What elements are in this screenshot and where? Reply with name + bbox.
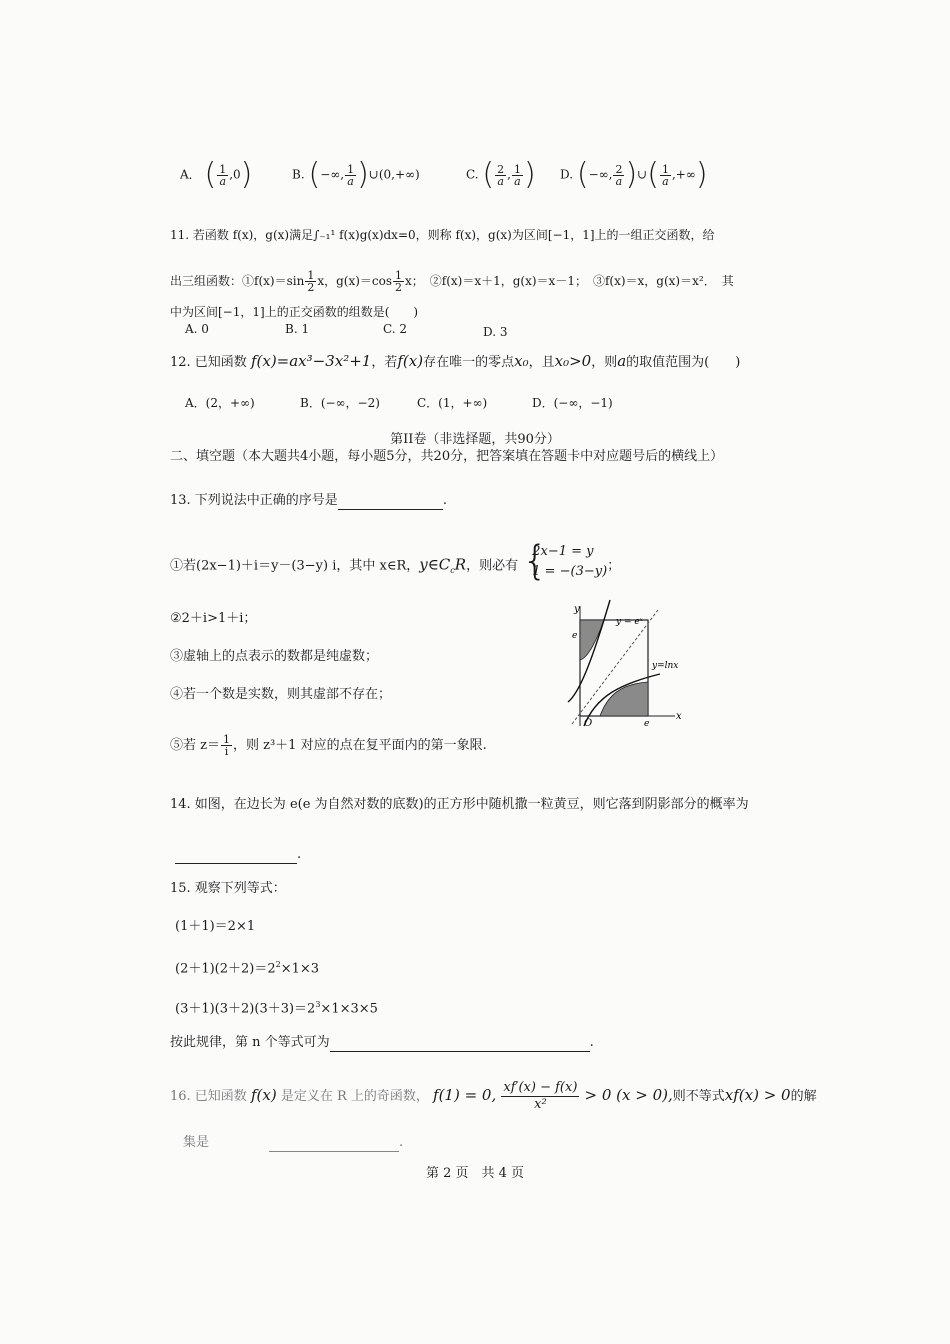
q15-eq2 bbox=[175, 956, 319, 978]
q15-stem: 15. 观察下列等式： bbox=[170, 881, 286, 896]
frac-num: 2 bbox=[497, 162, 505, 176]
fraction bbox=[613, 164, 624, 187]
q12-text: 12. 已知函数 bbox=[170, 355, 247, 370]
frac-den: 2 bbox=[395, 281, 402, 294]
paren-left: ( bbox=[482, 157, 495, 192]
option-label: B. bbox=[292, 167, 305, 182]
q13-text: ①若(2x−1)＋i＝y－(3−y) i，其中 x∈R， bbox=[170, 558, 420, 574]
q11-line3: 中为区间[−1，1]上的正交函数的组数是( ) bbox=[170, 305, 419, 319]
paren-left: ( bbox=[308, 157, 321, 192]
frac-num: 1 bbox=[347, 162, 355, 176]
option-tail: ,0 bbox=[229, 167, 241, 182]
q16-fraction bbox=[501, 1080, 579, 1113]
fraction bbox=[393, 270, 404, 293]
q15-text: (2＋1)(2＋2)＝2 bbox=[175, 961, 276, 977]
q12-text: 的取值范围为( ) bbox=[626, 355, 741, 370]
q12-x0-positive: x₀>0 bbox=[554, 352, 592, 370]
paren-left: ( bbox=[204, 157, 217, 192]
q12-formula: f(x)=ax³−3x²+1 bbox=[250, 352, 372, 370]
q11-option-a: A. 0 bbox=[185, 322, 209, 336]
exponent: 3 bbox=[315, 1000, 321, 1009]
q16-condition: > 0 (x > 0), bbox=[584, 1086, 673, 1104]
frac-den: a bbox=[514, 174, 521, 188]
fill-in-header: 二、填空题（本大题共4小题，每小题5分，共20分，把答案填在答题卡中对应题号后的横线上） bbox=[170, 449, 724, 464]
fraction bbox=[221, 734, 232, 757]
q16-text: 的解 bbox=[790, 1089, 817, 1104]
ln-curve-label: y=lnx bbox=[652, 661, 679, 671]
q12-option-a: A．(2，+∞) bbox=[185, 396, 255, 410]
q16-text: 16. 已知函数 bbox=[170, 1089, 247, 1104]
answer-blank bbox=[269, 1151, 399, 1152]
option-label: D. bbox=[560, 167, 574, 182]
answer-blank bbox=[175, 863, 297, 864]
q15-text: 按此规律，第 n 个等式可为 bbox=[170, 1035, 330, 1050]
q11-option-d: D. 3 bbox=[483, 325, 508, 339]
paren-left: ( bbox=[647, 157, 659, 192]
paren-right: ) bbox=[240, 157, 253, 192]
paren-left: ( bbox=[576, 157, 589, 192]
shaded-region-top bbox=[580, 620, 604, 660]
e-top-label: e bbox=[572, 631, 578, 641]
y-axis-label: y bbox=[574, 604, 580, 615]
q16-fx: f(x) bbox=[250, 1086, 277, 1104]
q11-text: x，g(x)＝cos bbox=[317, 274, 392, 288]
option-label: C. bbox=[466, 167, 479, 182]
page-footer: 第 2 页 共 4 页 bbox=[425, 1166, 525, 1181]
q15-rule bbox=[170, 1034, 594, 1052]
frac-den: x² bbox=[534, 1097, 547, 1112]
q11-option-b: B. 1 bbox=[285, 322, 310, 336]
frac-den: 2 bbox=[307, 281, 315, 294]
q15-eq1: (1＋1)＝2×1 bbox=[175, 919, 256, 934]
q12-a: a bbox=[617, 352, 627, 370]
q15-eq3 bbox=[175, 996, 378, 1018]
frac-num: 1 bbox=[222, 733, 230, 746]
q10-option-a bbox=[180, 157, 253, 192]
q12-fx: f(x) bbox=[397, 352, 424, 370]
q11-text: x； ②f(x)＝x＋1，g(x)＝x－1； ③f(x)＝x，g(x)＝x²． 其 bbox=[405, 274, 734, 288]
q16-text: . bbox=[399, 1135, 404, 1150]
frac-num: xf′(x) − f(x) bbox=[503, 1080, 578, 1095]
q13-sub: c bbox=[450, 566, 455, 576]
option-pre: −∞, bbox=[320, 167, 345, 182]
q12-text: ，且 bbox=[528, 355, 555, 370]
fraction bbox=[305, 270, 316, 293]
q12-text: ，则 bbox=[591, 355, 618, 370]
paren-right: ) bbox=[695, 157, 708, 192]
q11-option-c: C. 2 bbox=[383, 322, 408, 336]
frac-num: 1 bbox=[395, 269, 402, 282]
option-tail: ∪(0,+∞) bbox=[368, 167, 420, 182]
q15-text: . bbox=[589, 1035, 594, 1050]
q16-text: 是定义在 R 上的奇函数， bbox=[280, 1089, 429, 1104]
option-pre: −∞, bbox=[588, 167, 613, 182]
frac-den: a bbox=[497, 174, 504, 188]
system-row-1: 2x−1 = y bbox=[532, 544, 594, 559]
fraction bbox=[512, 164, 523, 187]
q12-x0: x₀ bbox=[514, 352, 529, 370]
frac-den: a bbox=[219, 174, 226, 188]
q13-stem bbox=[170, 492, 447, 510]
q13-R: R bbox=[454, 555, 467, 574]
equation-system bbox=[522, 538, 608, 584]
brace: { bbox=[522, 538, 548, 584]
fraction bbox=[660, 164, 671, 187]
q16-inequality: xf(x) > 0 bbox=[724, 1086, 791, 1104]
q13-text: ⑤若 z＝ bbox=[170, 738, 220, 753]
q16-text: 集是 bbox=[183, 1135, 210, 1150]
q16-f1: f(1) = 0, bbox=[433, 1086, 497, 1104]
option-tail: ,+∞ bbox=[671, 167, 696, 182]
union-sign: ∪ bbox=[637, 167, 648, 182]
shaded-region-bottom bbox=[600, 682, 648, 716]
q11-line2 bbox=[170, 270, 734, 293]
q13-text: . bbox=[442, 493, 447, 508]
frac-num: 1 bbox=[513, 162, 521, 176]
q12-option-d: D．(−∞，−1) bbox=[532, 396, 613, 410]
fraction bbox=[217, 164, 228, 187]
q13-text: ，则 z³＋1 对应的点在复平面内的第一象限. bbox=[232, 738, 487, 753]
origin-label: O bbox=[584, 718, 593, 728]
q14-text: . bbox=[297, 847, 302, 862]
q12-option-b: B．(−∞，−2) bbox=[300, 396, 380, 410]
frac-num: 1 bbox=[307, 269, 315, 282]
q12-stem bbox=[170, 352, 740, 372]
fraction bbox=[345, 164, 356, 187]
q13-statement-2: ②2＋i>1＋i； bbox=[170, 611, 257, 626]
q13-set: y∈C bbox=[419, 555, 451, 574]
q16-stem bbox=[170, 1080, 817, 1113]
q16-line2 bbox=[183, 1134, 403, 1152]
q11-line1: 11. 若函数 f(x)，g(x)满足∫₋₁¹ f(x)g(x)dx=0，则称 f(x)，g(x)为区间[−1，1]上的一组正交函数，给 bbox=[170, 228, 715, 242]
q14-stem: 14. 如图，在边长为 e(e 为自然对数的底数)的正方形中随机撒一粒黄豆，则它落到阴影部分的概率为 bbox=[170, 797, 749, 812]
q15-text: ×1×3 bbox=[280, 961, 320, 977]
q10-option-c: C. ( $\frac{2}{a}$ , $\frac{1}{a}$ ) bbox=[466, 157, 536, 192]
q14-answer bbox=[175, 846, 301, 864]
answer-blank bbox=[330, 1051, 590, 1052]
q12-text: 存在唯一的零点 bbox=[423, 355, 515, 370]
exponent: 2 bbox=[275, 960, 281, 969]
q13-statement-3: ③虚轴上的点表示的数都是纯虚数； bbox=[170, 649, 379, 664]
section-2-title: 第II卷（非选择题，共90分） bbox=[390, 432, 560, 447]
exp-curve-label: y = eˣ bbox=[616, 617, 643, 627]
paren-right: ) bbox=[357, 157, 369, 192]
option-label: A． bbox=[180, 167, 201, 182]
x-axis-label: x bbox=[676, 711, 682, 722]
q15-text: ×1×3×5 bbox=[320, 1001, 378, 1017]
q12-text: ，若 bbox=[371, 355, 398, 370]
q10-option-b bbox=[292, 157, 420, 192]
frac-num: 1 bbox=[661, 162, 669, 176]
fraction bbox=[495, 164, 506, 187]
q11-text: 出三组函数：①f(x)＝sin bbox=[170, 274, 305, 288]
q16-text: 则不等式 bbox=[672, 1089, 725, 1104]
q15-text: (3＋1)(3＋2)(3＋3)＝2 bbox=[175, 1001, 316, 1017]
system-row-2: 1 = −(3−y) bbox=[532, 564, 608, 579]
q13-text: 13. 下列说法中正确的序号是 bbox=[170, 493, 338, 508]
paren-right: ) bbox=[625, 157, 638, 192]
frac-den: a bbox=[662, 174, 669, 188]
frac-num: 1 bbox=[219, 162, 227, 176]
q13-text: ，则必有 bbox=[466, 558, 519, 574]
q13-statement-5 bbox=[170, 734, 487, 757]
frac-den: i bbox=[224, 745, 229, 758]
q13-text: ； bbox=[607, 558, 621, 574]
frac-den: a bbox=[347, 174, 354, 188]
q13-statement-1 bbox=[170, 538, 621, 586]
q10-option-d bbox=[560, 157, 708, 192]
frac-num: 2 bbox=[615, 162, 623, 176]
e-right-label: e bbox=[644, 719, 650, 728]
q12-option-c: C．(1，+∞) bbox=[417, 396, 488, 410]
frac-den: a bbox=[615, 174, 623, 188]
paren-right: ) bbox=[523, 157, 536, 192]
answer-blank bbox=[338, 509, 443, 510]
square-figure bbox=[560, 598, 690, 728]
q13-statement-4: ④若一个数是实数，则其虚部不存在； bbox=[170, 687, 392, 702]
